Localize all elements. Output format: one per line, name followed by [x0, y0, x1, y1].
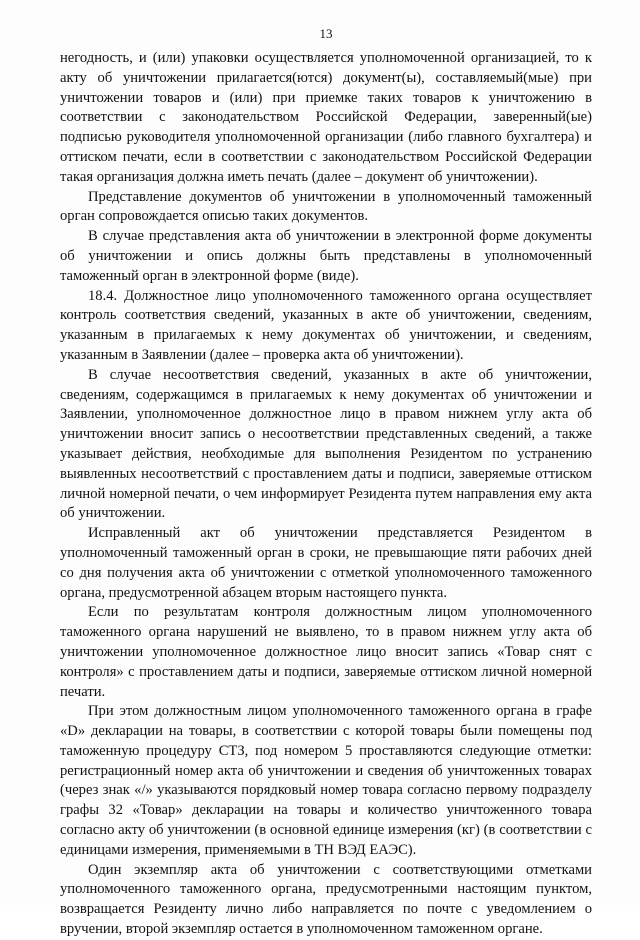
paragraph-1: негодность, и (или) упаковки осуществляется уполномоченной организацией, то к акту об уничтожении прилагается(ются) документ(ы), составляемый(мые) при уничтожении товаров и (или) при приемке таких товаров к уничтожению в соответствии с законодательством Российской Федерации, заверенный(ые) подписью руководителя уполномоченной организации (либо главного бухгалтера) и оттиском печати, если в соответствии с законодательством Российской Федерации такая организация должна иметь печать (далее – документ об уничтожении).: [60, 50, 592, 185]
paragraph-7: Если по результатам контроля должностным лицом уполномоченного таможенного органа нарушений не выявлено, то в правом нижнем углу акта об уничтожении уполномоченное должностное лицо вносит запись «Товар снят с контроля» с проставлением даты и подписи, заверяемые оттиском личной номерной печати.: [60, 604, 592, 700]
paragraph-3: В случае представления акта об уничтожении в электронной форме документы об уничтожении и опись должны быть представлены в уполномоченный таможенный орган в электронной форме (виде).: [60, 228, 592, 284]
paragraph-2: Представление документов об уничтожении в уполномоченный таможенный орган сопровождается описью таких документов.: [60, 188, 592, 225]
paragraph-5: В случае несоответствия сведений, указанных в акте об уничтожении, сведениям, содержащимся в прилагаемых к нему документах об уничтожении и Заявлении, уполномоченное должностное лицо в правом нижнем углу акта об уничтожении вносит запись о несоответствии представленных сведений, а также указывает действия, необходимые для выполнения Резидентом по устранению выявленных несоответствий с проставлением даты и подписи, заверяемые оттиском личной номерной печати, о чем информирует Резидента путем направления ему акта об уничтожении.: [60, 366, 592, 522]
paragraph-4: 18.4. Должностное лицо уполномоченного таможенного органа осуществляет контроль соответствия сведений, указанных в акте об уничтожении, сведениям, указанным в прилагаемых к нему документах об уничтожении, и сведениям, указанным в Заявлении (далее – проверка акта об уничтожении).: [60, 287, 592, 363]
paragraph-6: Исправленный акт об уничтожении представляется Резидентом в уполномоченный таможенный орган в сроки, не превышающие пяти рабочих дней со дня получения акта об уничтожении с отметкой уполномоченного таможенного органа, предусмотренной абзацем вторым настоящего пункта.: [60, 525, 592, 601]
paragraph-9: Один экземпляр акта об уничтожении с соответствующими отметками уполномоченного таможенного органа, предусмотренными настоящим пунктом, возвращается Резиденту лично либо направляется по почте с уведомлением о вручении, второй экземпляр остается в уполномоченном таможенном органе.: [60, 861, 592, 938]
paragraph-8: При этом должностным лицом уполномоченного таможенного органа в графе «D» декларации на товары, в соответствии с которой товары были помещены под таможенную процедуру СТЗ, под номером 5 проставляются следующие отметки: регистрационный номер акта об уничтожении и сведения об уничтоженных товарах (через знак «/» указываются порядковый номер товара согласно первому подразделу графы 32 «Товар» декларации на товары и количество уничтоженного товара согласно акту об уничтожении (в основной единице измерения (кг) (в соответствии с единицами измерения, применяемыми в ТН ВЭД ЕАЭС).: [60, 703, 592, 858]
page-number: 13: [319, 26, 333, 41]
